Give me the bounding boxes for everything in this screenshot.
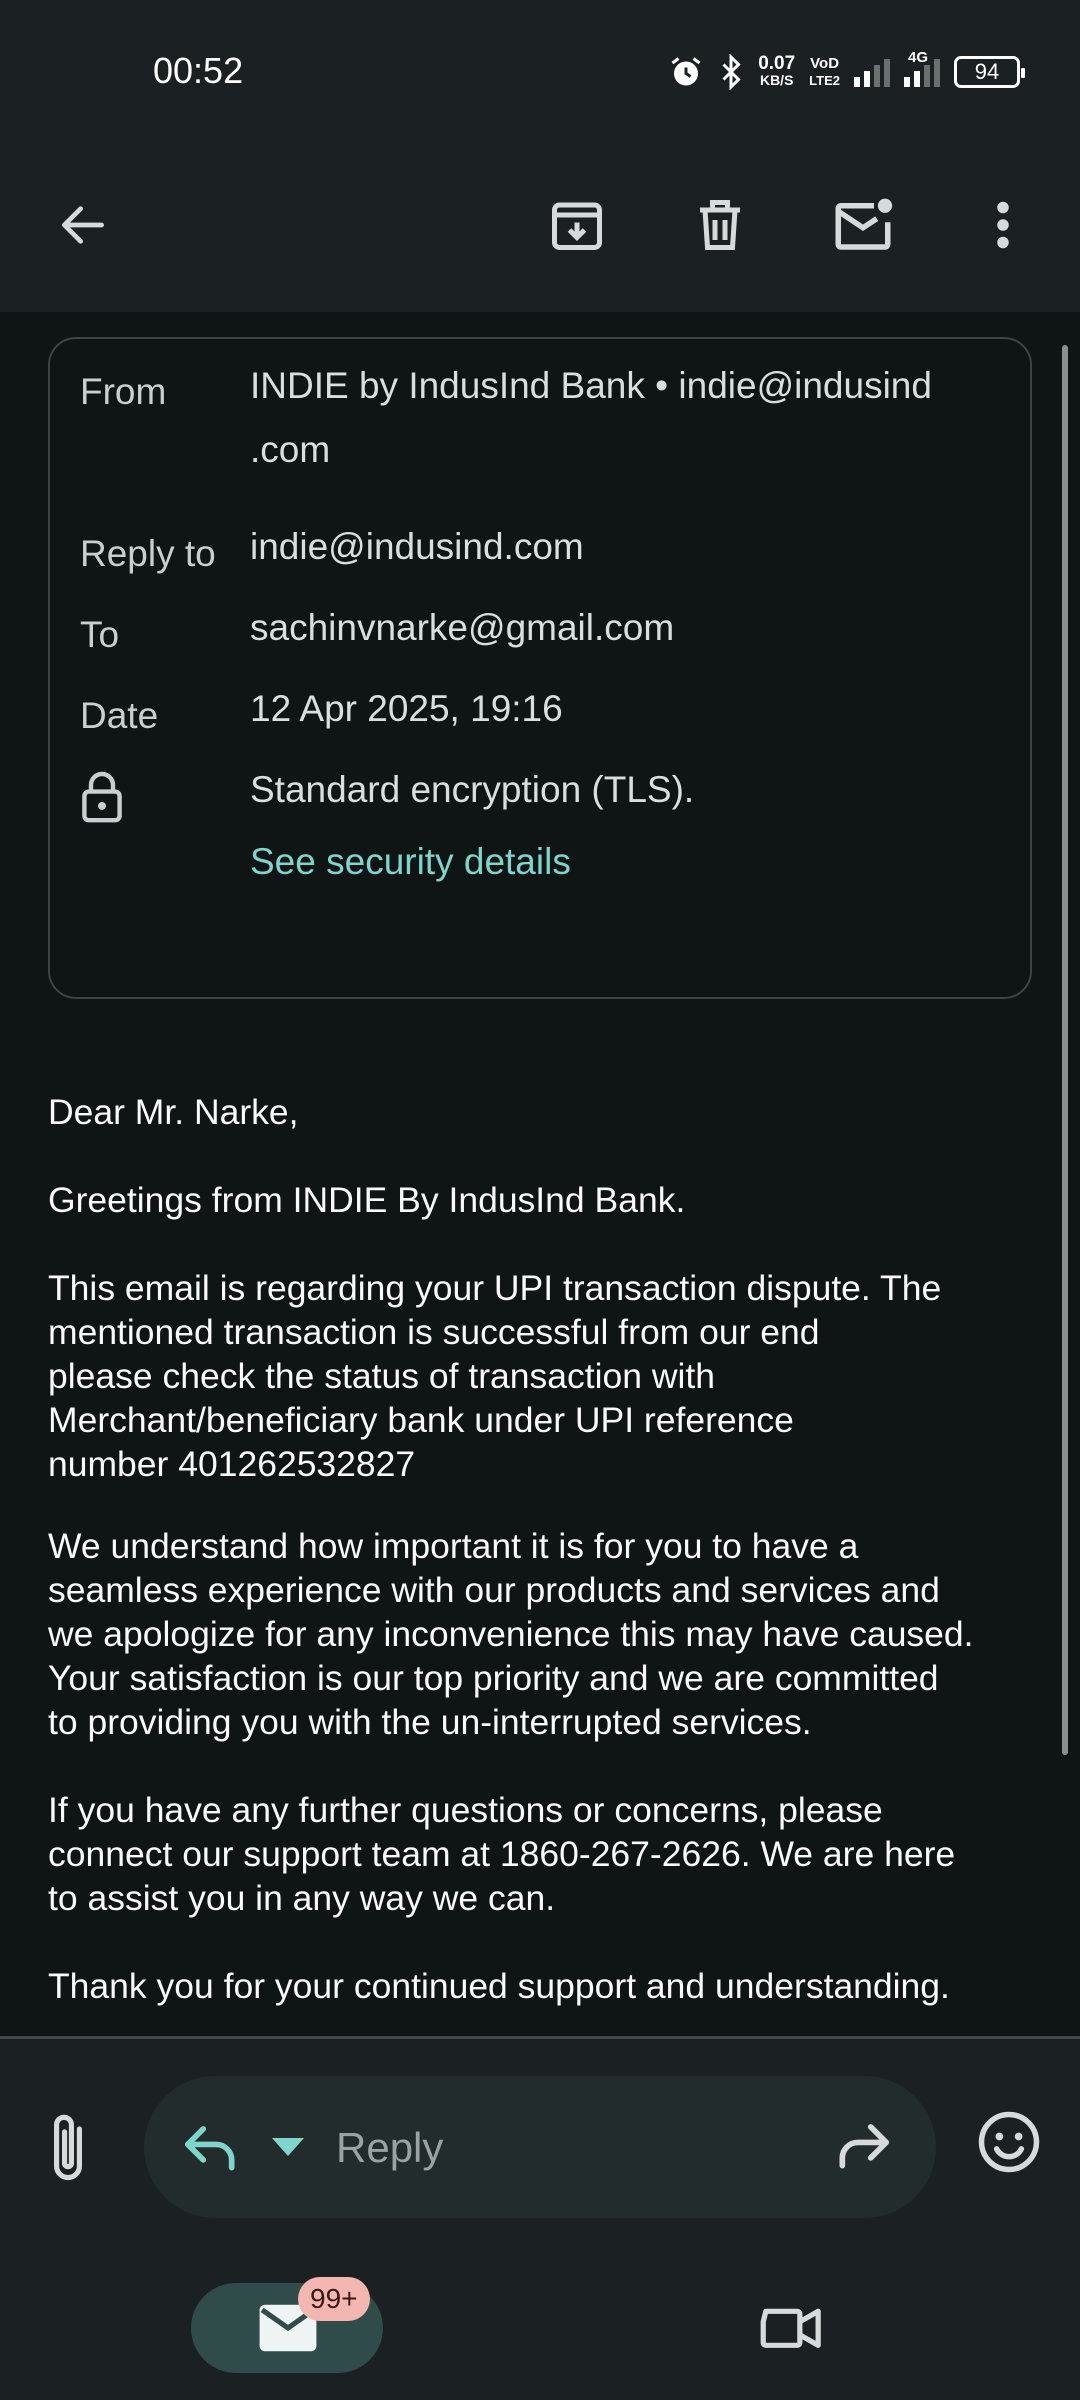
message-body: [48, 1090, 1038, 2052]
encryption-text: Standard encryption (TLS).: [250, 769, 695, 810]
status-bar: [0, 0, 1080, 140]
back-button[interactable]: [38, 180, 128, 270]
more-options-button[interactable]: [958, 180, 1048, 270]
forward-button[interactable]: [832, 2118, 894, 2177]
chevron-down-icon: [272, 2138, 304, 2156]
forward-icon: [832, 2118, 894, 2172]
arrow-back-icon: [55, 197, 111, 253]
from-label: From: [80, 371, 167, 412]
date-label: Date: [80, 695, 159, 736]
to-label: To: [80, 614, 120, 655]
greeting: Dear Mr. Narke,: [48, 1092, 299, 1132]
to-value[interactable]: sachinvnarke@gmail.com: [250, 607, 675, 648]
alarm-icon: [668, 54, 704, 90]
mark-unread-icon: [830, 192, 896, 258]
net-speed: 0.07 KB/S: [758, 53, 796, 88]
reply-to-label: Reply to: [80, 533, 216, 574]
lock-icon: [80, 769, 124, 832]
archive-icon: [547, 195, 607, 255]
reply-field[interactable]: [144, 2076, 936, 2218]
delete-button[interactable]: [675, 180, 765, 270]
status-icons: [668, 50, 1020, 94]
reply-to-value[interactable]: indie@indusind.com: [250, 526, 584, 567]
emoji-button[interactable]: [976, 2109, 1042, 2180]
email-details-card: [48, 337, 1032, 999]
reply-icon[interactable]: [180, 2120, 242, 2179]
paragraph-2: This email is regarding your UPI transaction dispute. The mentioned transaction is successful from our end please check the status of transaction with Merchant/beneficiary bank under UPI reference number 401262532827: [48, 1268, 942, 1484]
bottom-navigation: [0, 2255, 1080, 2400]
email-toolbar: [0, 140, 1080, 312]
signal-sim2-icon: 4G: [904, 57, 940, 87]
archive-button[interactable]: [532, 180, 622, 270]
volte-indicator: VoD LTE2: [809, 55, 840, 88]
mail-unread-badge: 99+: [298, 2277, 370, 2321]
more-vert-icon: [983, 195, 1023, 255]
mark-unread-button[interactable]: [818, 180, 908, 270]
date-value: 12 Apr 2025, 19:16: [250, 688, 563, 729]
attach-button[interactable]: [40, 2109, 96, 2189]
paragraph-1: Greetings from INDIE By IndusInd Bank.: [48, 1180, 686, 1220]
delete-icon: [690, 195, 750, 255]
scrollbar[interactable]: [1062, 345, 1068, 1755]
paragraph-3: We understand how important it is for you to have a seamless experience with our products and services and we apologize for any inconvenience this may have caused. Your satisfaction is our top priority and we are committed to providing you with the un-interrupted services.: [48, 1526, 974, 1742]
video-camera-icon: [758, 2297, 826, 2357]
reply-bar: [0, 2039, 1080, 2255]
emoji-icon: [976, 2109, 1042, 2175]
battery-icon: 94: [954, 56, 1020, 88]
from-value-line1[interactable]: INDIE by IndusInd Bank • indie@indusind: [250, 365, 932, 406]
attachment-icon: [40, 2109, 96, 2189]
nav-meet[interactable]: [758, 2297, 826, 2362]
status-time: 00:52: [153, 50, 244, 91]
paragraph-4: If you have any further questions or concerns, please connect our support team at 1860-267-2626. We are here to assist you in any way we can.: [48, 1790, 956, 1918]
paragraph-5: Thank you for your continued support and understanding.: [48, 1966, 950, 2006]
from-value-line2[interactable]: .com: [250, 429, 331, 470]
see-security-details-link[interactable]: See security details: [250, 841, 571, 882]
signal-sim1-icon: [854, 57, 890, 87]
reply-label[interactable]: Reply: [336, 2124, 444, 2171]
reply-options-dropdown[interactable]: [272, 2138, 304, 2161]
bluetooth-icon: [718, 54, 744, 90]
